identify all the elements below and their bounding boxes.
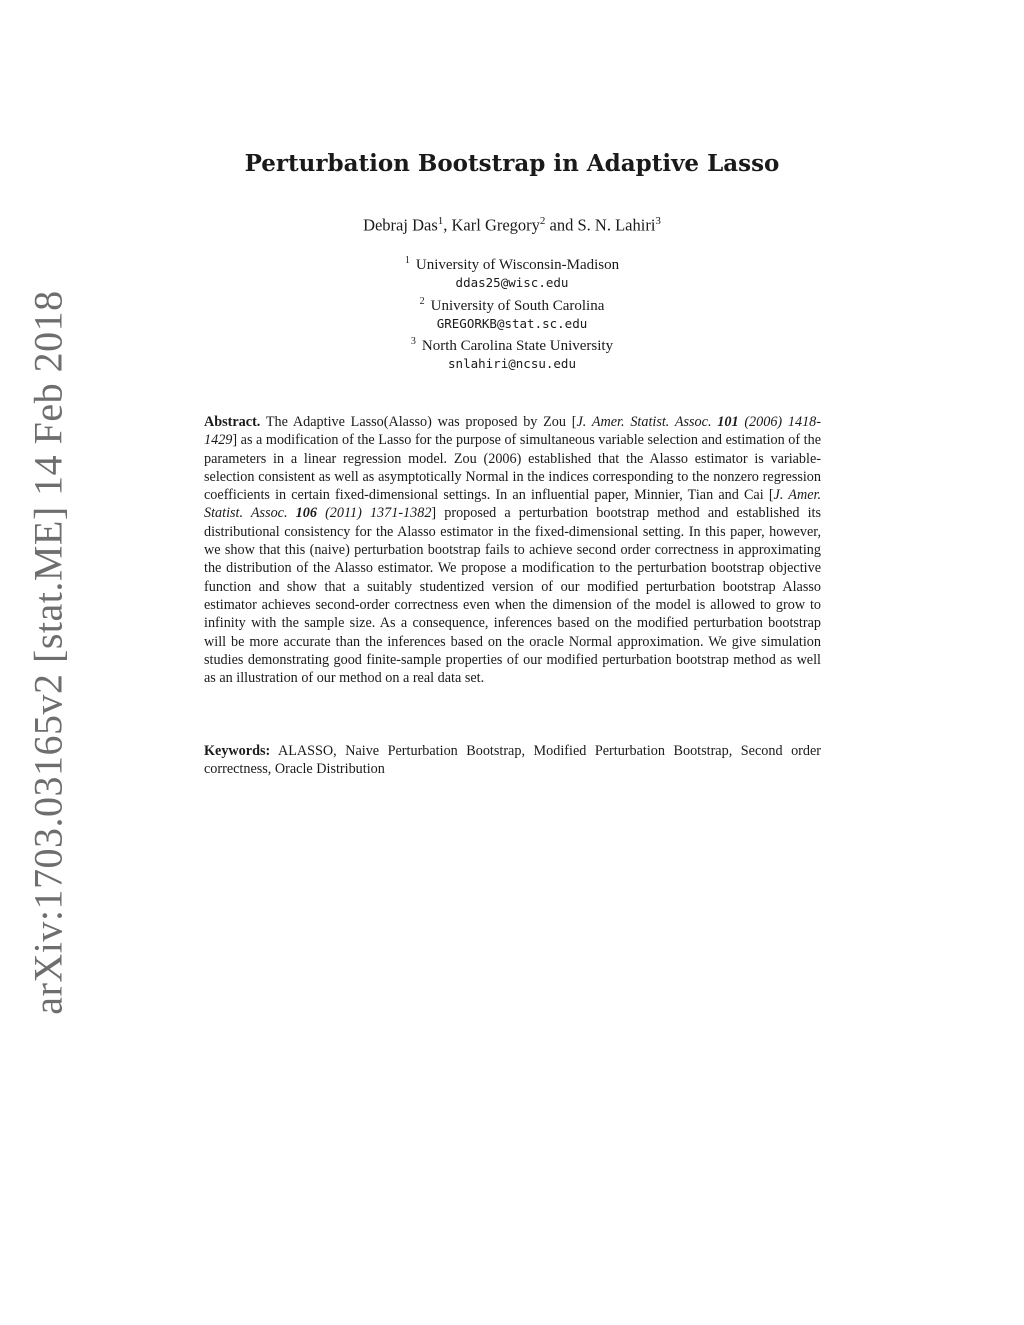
arxiv-identifier: arXiv:1703.03165v2 [stat.ME] 14 Feb 2018 [25,290,71,1015]
abstract-text: ] as a modification of the Lasso for the purpose of simultaneous variable selection and estimation of the parameters in a linear regression model. Zou (2006) established that the Alasso estimator is variable-selection consistent as well as asymptotically Normal in the indices corresponding to the nonzero regression coefficients in certain fixed-dimensional settings. In an influential paper, Minnier, Tian and Cai [ [204,432,821,504]
affiliation-number: 3 [410,336,416,348]
citation-volume: 101 [717,414,739,430]
citation-pages: (2006) 1418-1429 [204,414,821,449]
affiliation-email[interactable]: GREGORKB@stat.sc.edu [436,315,588,331]
author-affil-mark: 2 [539,215,546,227]
affiliation-line [0,252,1024,274]
author-separator: , [443,215,452,235]
affiliation-number: 2 [419,295,425,307]
author-list [0,215,1024,236]
author-separator: and [545,215,578,235]
affiliation-email[interactable]: ddas25@wisc.edu [455,275,569,291]
paper-title: Perturbation Bootstrap in Adaptive Lasso [244,150,780,177]
abstract-text: The Adaptive Lasso(Alasso) was proposed by Zou [ [265,414,577,430]
author-affil-mark: 3 [655,215,661,227]
citation-journal: J. Amer. Statist. Assoc. [204,487,821,522]
abstract-label: Abstract. [204,414,261,430]
author-name: S. N. Lahiri [577,215,656,235]
affiliation-line [0,293,1024,315]
affiliation-list [0,252,1024,374]
keywords [204,742,821,779]
author-affil-mark: 1 [437,215,444,227]
affiliation-name: North Carolina State University [421,338,614,355]
affiliation-email[interactable]: snlahiri@ncsu.edu [448,356,576,372]
author-name: Karl Gregory [451,215,540,235]
affiliation-line [0,333,1024,355]
keywords-label: Keywords: [204,743,271,759]
keywords-text: ALASSO, Naive Perturbation Bootstrap, Modified Perturbation Bootstrap, Second order correctness, Oracle Distribution [204,743,821,778]
citation-journal: J. Amer. Statist. Assoc. [576,414,712,430]
affiliation-number: 1 [404,255,410,266]
arxiv-side-stamp [8,290,88,1015]
abstract-text: ] proposed a perturbation bootstrap method and established its distributional consistency for the Alasso estimator in the fixed-dimensional setting. In this paper, however, we show that this (naive) perturbation bootstrap fails to achieve second order correctness in approximating the distribution of the Alasso estimator. We propose a modification to the perturbation bootstrap objective function and show that a suitably studentized version of our modified perturbation bootstrap Alasso estimator achieves second-order correctness even when the dimension of the model is allowed to grow to infinity with the sample size. As a consequence, inferences based on the modified perturbation bootstrap will be more accurate than the inferences based on the oracle Normal approximation. We give simulation studies demonstrating good finite-sample properties of our modified perturbation bootstrap method as well as an illustration of our method on a real data set. [204,505,821,687]
affiliation-name: University of South Carolina [430,297,605,314]
citation-pages: (2011) 1371-1382 [325,505,432,522]
author-name: Debraj Das [363,215,438,235]
affiliation-name: University of Wisconsin-Madison [415,257,620,273]
citation-volume: 106 [295,505,317,522]
abstract [204,413,821,687]
